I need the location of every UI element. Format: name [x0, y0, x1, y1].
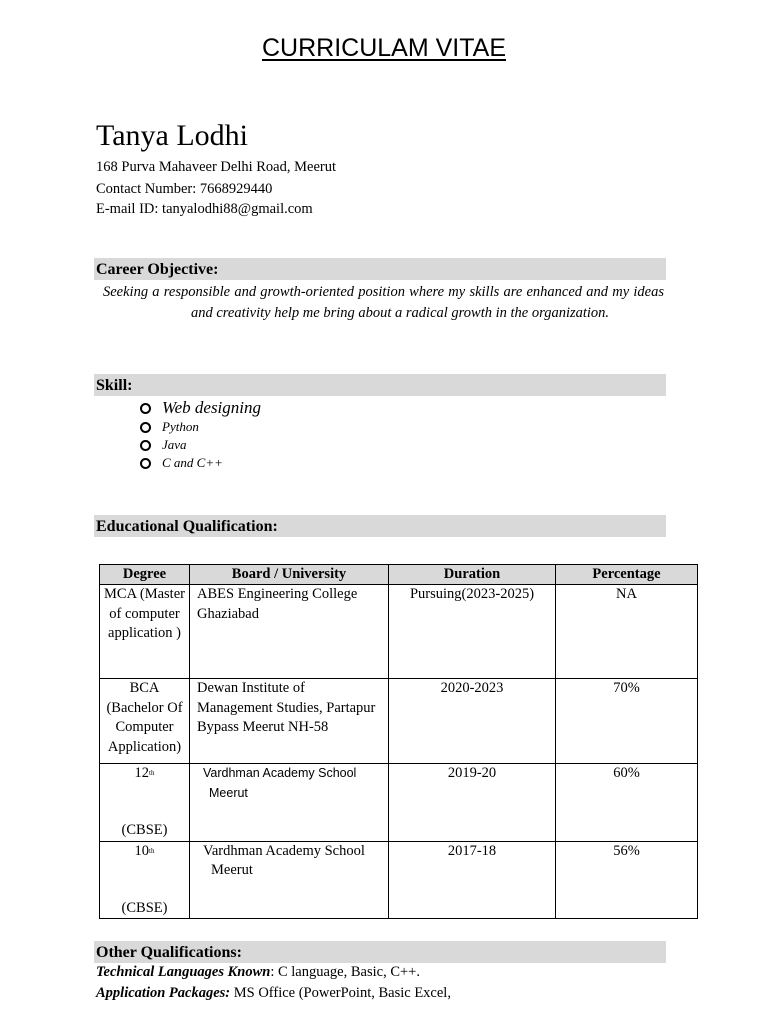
circle-bullet-icon [140, 458, 151, 469]
duration-cell: 2017-18 [389, 841, 556, 919]
skill-item: Java [140, 436, 261, 454]
skill-item: C and C++ [140, 454, 261, 472]
address-line: 168 Purva Mahaveer Delhi Road, Meerut [96, 159, 336, 175]
board-cell: ABES Engineering College Ghaziabad [190, 585, 389, 679]
skill-heading: Skill: [94, 374, 666, 396]
career-objective-heading: Career Objective: [94, 258, 666, 280]
table-row [100, 841, 698, 919]
technical-languages-value: : C language, Basic, C++. [270, 964, 420, 980]
table-row [100, 679, 698, 764]
application-packages-label: Application Packages: [96, 985, 231, 1001]
header-percentage: Percentage [556, 565, 698, 585]
degree-cell: MCA (Master of computer application ) [100, 585, 190, 679]
percentage-cell: 60% [556, 764, 698, 842]
other-qualifications-heading: Other Qualifications: [94, 941, 666, 963]
contact-number: Contact Number: 7668929440 [96, 181, 273, 197]
table-row [100, 585, 698, 679]
percentage-cell: NA [556, 585, 698, 679]
candidate-name: Tanya Lodhi [96, 119, 249, 152]
technical-languages-label: Technical Languages Known [96, 964, 271, 980]
email-line: E-mail ID: tanyalodhi88@gmail.com [96, 201, 313, 217]
percentage-cell: 70% [556, 679, 698, 764]
degree-cell: 10th (CBSE) [100, 841, 190, 919]
circle-bullet-icon [140, 422, 151, 433]
degree-cell: 12th (CBSE) [100, 764, 190, 842]
percentage-cell: 56% [556, 841, 698, 919]
header-board: Board / University [190, 565, 389, 585]
career-objective-text: Seeking a responsible and growth-oriented position where my skills are enhanced and my ideas and creativity help me bring about a radical growth in the organization. [103, 284, 664, 321]
board-cell: Dewan Institute of Management Studies, Partapur Bypass Meerut NH-58 [190, 679, 389, 764]
header-degree: Degree [100, 565, 190, 585]
table-row [100, 764, 698, 842]
application-packages-value: MS Office (PowerPoint, Basic Excel, [230, 985, 451, 1001]
degree-board-label: (CBSE) [121, 899, 168, 916]
table-header-row [100, 565, 698, 585]
duration-cell: 2019-20 [389, 764, 556, 842]
board-cell: Vardhman Academy School Meerut [190, 841, 389, 919]
skill-item: Web designing [140, 398, 261, 418]
header-duration: Duration [389, 565, 556, 585]
duration-cell: 2020-2023 [389, 679, 556, 764]
document-title: CURRICULAM VITAE [261, 34, 506, 62]
technical-languages-line [96, 964, 420, 981]
education-table [99, 564, 698, 919]
board-cell: Vardhman Academy School Meerut [190, 764, 389, 842]
duration-cell: Pursuing(2023-2025) [389, 585, 556, 679]
skill-list [140, 398, 261, 472]
education-heading: Educational Qualification: [94, 515, 666, 537]
circle-bullet-icon [140, 440, 151, 451]
degree-cell: BCA (Bachelor Of Computer Application) [100, 679, 190, 764]
application-packages-line [96, 985, 451, 1002]
skill-item: Python [140, 418, 261, 436]
degree-board-label: (CBSE) [121, 822, 168, 838]
circle-bullet-icon [140, 403, 151, 414]
